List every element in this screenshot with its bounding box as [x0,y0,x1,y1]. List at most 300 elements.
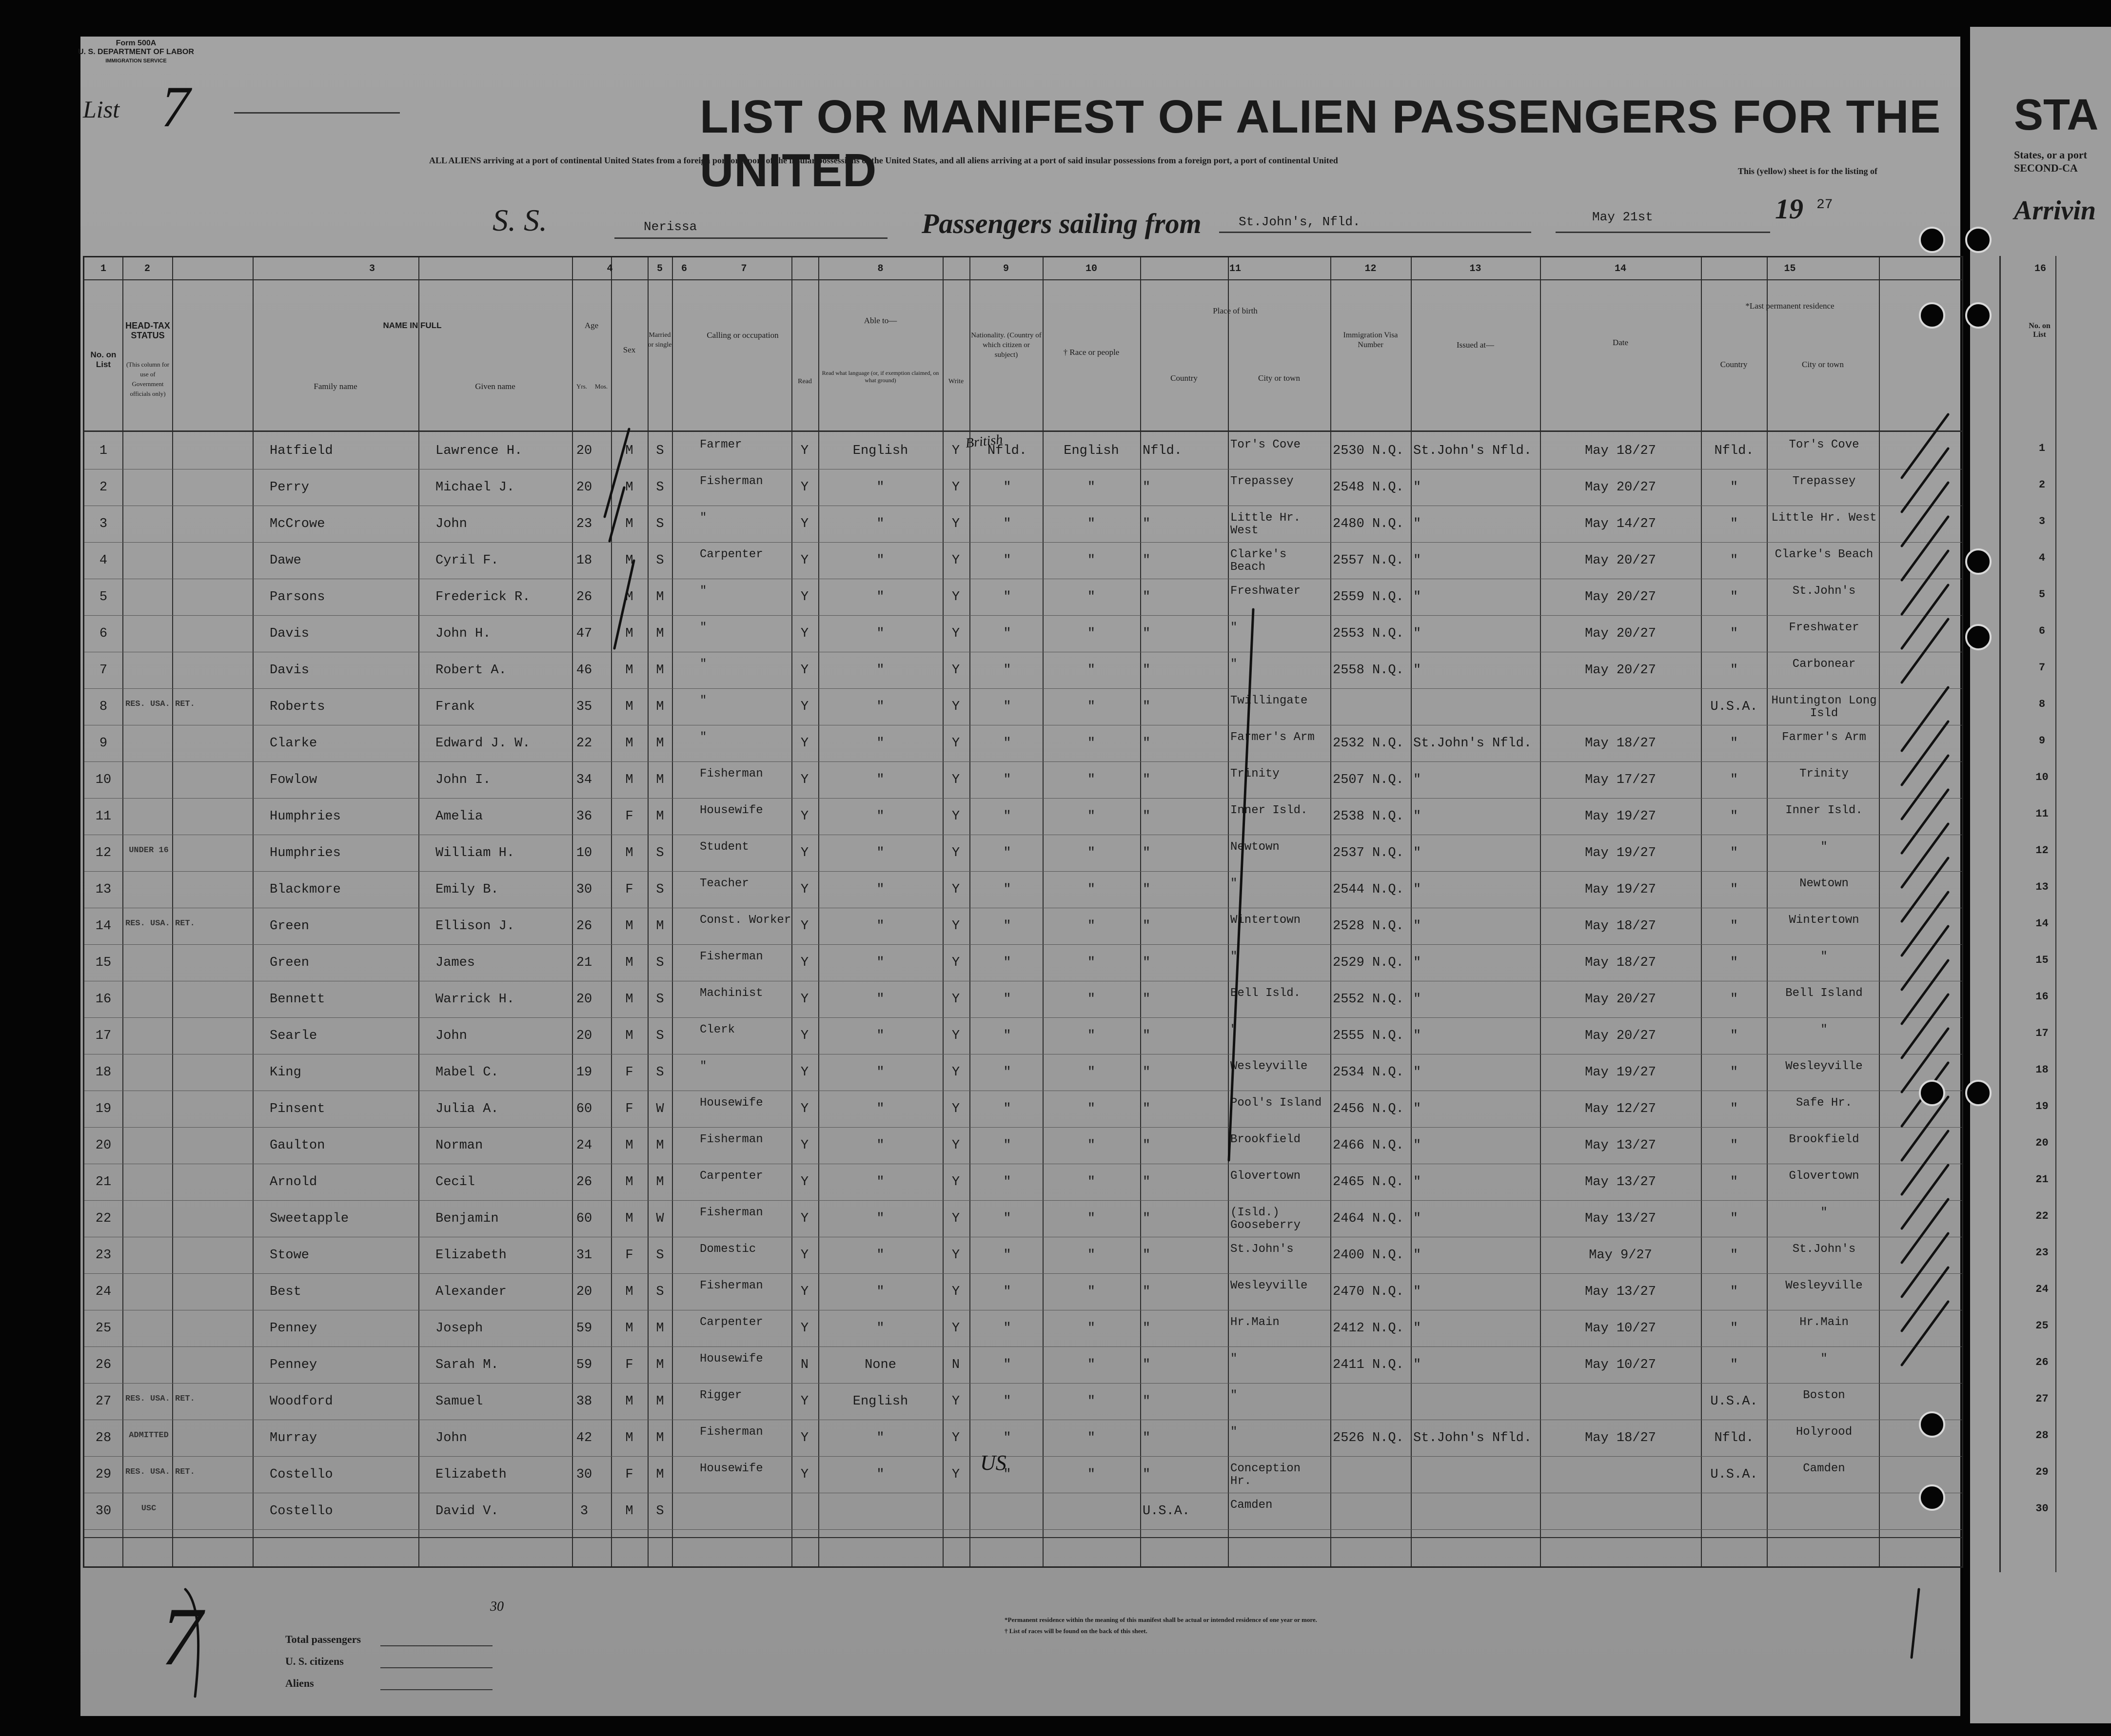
cell-family: Bennett [270,992,325,1007]
cell-sex: F [625,882,633,897]
cell-read: Y [800,773,809,787]
punch-hole [1919,302,1945,329]
cell-sex: F [625,1467,633,1482]
cell-race: " [1087,626,1096,641]
col-number-13: 13 [1469,263,1481,274]
cell-sex: F [625,1248,633,1263]
cell-given: Elizabeth [435,1467,507,1482]
cell-no: 15 [95,956,112,970]
cell-visa: 2456 N.Q. [1333,1102,1404,1116]
cell-given: Samuel [435,1394,483,1409]
cell-city: " [1230,658,1238,671]
cell-res-city: Safe Hr. [1795,1096,1853,1110]
cell-res-country: " [1730,1029,1738,1043]
cell-sex: M [625,480,633,495]
right-sheet-column-line [2055,256,2056,1572]
cell-date: May 20/27 [1585,480,1656,495]
cell-res-city: Trepassey [1792,475,1856,488]
header-calling: Calling or occupation [707,331,779,340]
cell-country: " [1143,1321,1151,1336]
cell-no: 4 [99,553,108,568]
cell-lang: " [876,773,885,787]
footer-line-3 [380,1689,493,1690]
cell-lang: " [876,919,885,934]
cell-family: Perry [270,480,310,495]
cell-res-city: Boston [1803,1389,1845,1402]
cell-race: " [1087,700,1096,714]
footer-total-passengers: Total passengers [285,1633,361,1645]
cell-no: 21 [95,1175,112,1190]
cell-ms: M [656,919,664,934]
cell-no: 14 [95,919,112,934]
cell-date: May 20/27 [1585,1029,1656,1043]
cell-occ: Housewife [700,1352,763,1365]
cell-nat: " [1003,773,1011,787]
cell-occ: Fisherman [700,767,763,780]
cell-res-country: " [1730,1285,1738,1299]
cell-sex: M [625,553,633,568]
cell-res-country: " [1730,882,1738,897]
cell-nat: " [1003,882,1011,897]
cell-read: Y [800,919,809,934]
right-sheet-row-number: 20 [2035,1137,2049,1149]
cell-write: Y [951,1029,960,1043]
cell-occ: Carpenter [700,1316,763,1329]
cell-nat: " [1003,1138,1011,1153]
cell-visa: 2532 N.Q. [1333,736,1404,751]
cell-sex: M [625,1175,633,1190]
cell-city: (Isld.) Gooseberry [1230,1206,1301,1232]
cell-visa: 2559 N.Q. [1333,590,1404,605]
cell-given: Edward J. W. [435,736,531,751]
cell-race: " [1087,1394,1096,1409]
right-sheet-row-number: 3 [2038,515,2046,527]
cell-yrs: 35 [576,700,592,714]
cell-occ: " [700,1060,707,1073]
cell-lang: " [876,809,885,824]
cell-race: " [1087,1431,1096,1445]
footer-us-citizens: U. S. citizens [285,1655,344,1667]
cell-yrs: 42 [576,1431,592,1445]
cell-read: Y [800,480,809,495]
right-sheet-border [1999,256,2001,1572]
cell-family: Davis [270,626,310,641]
col-number-4: 4 [607,263,613,274]
subtitle-line-2: This (yellow) sheet is for the listing of [1737,166,1877,176]
cell-read: Y [800,700,809,714]
cell-issued: " [1413,882,1421,897]
cell-no: 17 [95,1029,112,1043]
cell-yrs: 20 [576,1285,592,1299]
cell-country: " [1143,992,1151,1007]
cell-family: Pinsent [270,1102,325,1116]
cell-write: Y [951,919,960,934]
cell-res-city: Inner Isld. [1785,804,1863,817]
cell-ms: S [656,992,664,1007]
cell-yrs: 10 [576,846,592,860]
cell-ms: M [656,590,664,605]
header-sex: Sex [623,345,636,354]
right-sheet-row-number: 7 [2038,662,2046,674]
cell-family: King [270,1065,301,1080]
cell-nat: " [1003,517,1011,531]
cell-occ: Teacher [700,877,749,890]
cell-no: 3 [99,517,108,531]
cell-yrs: 3 [580,1504,589,1519]
cell-write: Y [951,1138,960,1153]
form-service: IMMIGRATION SERVICE [105,58,167,64]
cell-given: Robert A. [435,663,507,678]
cell-family: Blackmore [270,882,341,897]
header-name-in-full: NAME IN FULL [383,321,442,330]
cell-city: Bell Isld. [1230,987,1301,1000]
punch-hole [1965,227,1992,253]
cell-read: Y [800,1065,809,1080]
cell-ms: M [656,809,664,824]
cell-visa: 2411 N.Q. [1333,1358,1404,1372]
cell-write: Y [951,553,960,568]
cell-family: McCrowe [270,517,325,531]
cell-nat: " [1003,992,1011,1007]
cell-date: May 18/27 [1585,736,1656,751]
cell-nat: " [1003,590,1011,605]
cell-given: Emily B. [435,882,499,897]
handwritten-usc-note: US [980,1451,1006,1475]
cell-family: Arnold [270,1175,317,1190]
cell-given: Cecil [435,1175,475,1190]
cell-no: 10 [95,773,112,787]
cell-visa: 2470 N.Q. [1333,1285,1404,1299]
cell-no: 8 [99,700,108,714]
cell-given: Warrick H. [435,992,515,1007]
cell-race: " [1087,1285,1096,1299]
cell-yrs: 22 [576,736,592,751]
cell-race: " [1087,809,1096,824]
cell-sex: F [625,809,633,824]
cell-race: " [1087,1211,1096,1226]
header-nationality: Nationality. (Country of which citizen or subject) [971,332,1042,359]
cell-occ: Fisherman [700,1425,763,1439]
cell-issued: " [1413,1248,1421,1263]
header-yrs: Yrs. [576,383,588,390]
cell-lang: " [876,992,885,1007]
cell-lang: " [876,700,885,714]
cell-res-country: " [1730,517,1738,531]
cell-family: Penney [270,1358,317,1372]
cell-issued: " [1413,626,1421,641]
cell-res-country: " [1730,1321,1738,1336]
cell-lang: " [876,663,885,678]
cell-visa: 2400 N.Q. [1333,1248,1404,1263]
cell-issued: " [1413,1102,1421,1116]
cell-given: Cyril F. [435,553,499,568]
cell-occ: Fisherman [700,475,763,488]
cell-visa: 2537 N.Q. [1333,846,1404,860]
cell-race: English [1064,444,1119,458]
cell-visa: 2480 N.Q. [1333,517,1404,531]
right-sheet-row-number: 16 [2035,991,2049,1003]
cell-occ: Machinist [700,987,763,1000]
cell-race: " [1087,1358,1096,1372]
cell-res-city: Freshwater [1789,621,1859,634]
cell-occ: Fisherman [700,1279,763,1292]
punch-hole [1919,1080,1945,1106]
header-write: Write [948,378,964,385]
cell-no: 16 [95,992,112,1007]
cell-sex: M [625,1431,633,1445]
cell-occ: " [700,511,707,525]
cell-occ: " [700,621,707,634]
cell-given: Sarah M. [435,1358,499,1372]
cell-read: Y [800,1394,809,1409]
cell-issued: " [1413,809,1421,824]
cell-read: Y [800,1248,809,1263]
cell-yrs: 59 [576,1321,592,1336]
cell-date: May 10/27 [1585,1358,1656,1372]
cell-date: May 18/27 [1585,919,1656,934]
cell-yrs: 18 [576,553,592,568]
header-married: Married or single [648,332,672,349]
cell-date: May 20/27 [1585,626,1656,641]
cell-lang: " [876,882,885,897]
cell-city: Trepassey [1230,475,1294,488]
cell-city: " [1230,877,1238,890]
cell-res-country: " [1730,773,1738,787]
cell-read: Y [800,809,809,824]
cell-occ: Housewife [700,1462,763,1475]
cell-no: 13 [95,882,112,897]
punch-hole [1919,1411,1945,1438]
footer-note-2: † List of races will be found on the back of this sheet. [1005,1627,1147,1635]
cell-country: " [1143,700,1151,714]
cell-ms: S [656,1285,664,1299]
cell-res-city: Clarke's Beach [1775,548,1874,561]
cell-date: May 14/27 [1585,517,1656,531]
cell-issued: " [1413,1211,1421,1226]
cell-given: James [435,956,475,970]
cell-yrs: 20 [576,992,592,1007]
cell-family: Searle [270,1029,317,1043]
cell-res-country: " [1730,553,1738,568]
cell-race: " [1087,1321,1096,1336]
cell-yrs: 59 [576,1358,592,1372]
cell-issued: " [1413,1138,1421,1153]
col-number-5: 5 [656,263,663,274]
cell-date: May 18/27 [1585,444,1656,458]
cell-ms: M [656,736,664,751]
cell-visa: 2552 N.Q. [1333,992,1404,1007]
cell-given: Frank [435,700,475,714]
cell-visa: 2544 N.Q. [1333,882,1404,897]
cell-ms: M [656,1175,664,1190]
cell-issued: " [1413,517,1421,531]
cell-write: Y [951,846,960,860]
cell-issued: " [1413,846,1421,860]
cell-sex: M [625,1394,633,1409]
cell-given: Alexander [435,1285,507,1299]
cell-date: May 18/27 [1585,1431,1656,1445]
cell-res-city: Huntington Long Isld [1771,694,1877,720]
right-sheet-row-number: 13 [2035,881,2049,893]
cell-issued: " [1413,773,1421,787]
right-sheet-row-number: 5 [2038,588,2046,601]
cell-ms: M [656,1467,664,1482]
cell-ms: S [656,553,664,568]
header-race: † Race or people [1063,348,1120,357]
cell-race: " [1087,1248,1096,1263]
cell-city: " [1230,950,1238,963]
cell-occ: Domestic [700,1243,756,1256]
right-sheet-line-2: SECOND-CA [2014,162,2078,174]
cell-res-country: Nfld. [1714,1431,1754,1445]
cell-race: " [1087,1467,1096,1482]
cell-tax: USC [141,1504,157,1513]
header-visa-number: Immigration Visa Number [1343,331,1398,349]
cell-res-country: U.S.A. [1710,1467,1758,1482]
col-number-1: 1 [100,263,106,274]
cell-given: Joseph [435,1321,483,1336]
cell-visa: 2530 N.Q. [1333,444,1404,458]
col-number-3: 3 [369,263,375,274]
cell-no: 25 [95,1321,112,1336]
cell-family: Green [270,919,310,934]
cell-city: Tor's Cove [1230,438,1301,451]
cell-country: " [1143,1175,1151,1190]
cell-ms: S [656,444,664,458]
cell-sex: M [625,992,633,1007]
handwritten-list-number: 7 [161,1591,202,1682]
cell-write: Y [951,480,960,495]
cell-race: " [1087,1065,1096,1080]
right-sheet-row-number: 22 [2035,1210,2049,1222]
header-read: Read [798,378,812,385]
right-sheet-row-number: 19 [2035,1100,2049,1112]
cell-nat: " [1003,626,1011,641]
cell-race: " [1087,992,1096,1007]
cell-lang: " [876,517,885,531]
cell-city: Little Hr. West [1230,511,1301,537]
cell-country: " [1143,809,1151,824]
cell-issued: " [1413,1285,1421,1299]
cell-family: Costello [270,1467,333,1482]
cell-race: " [1087,1175,1096,1190]
right-sheet-row-number: 1 [2038,442,2046,454]
cell-lang: " [876,846,885,860]
cell-issued: " [1413,1175,1421,1190]
cell-lang: " [876,1467,885,1482]
right-sheet-col-number: 16 [2034,263,2047,274]
cell-country: " [1143,956,1151,970]
header-age: Age [584,321,599,330]
cell-yrs: 26 [576,1175,592,1190]
cell-given: William H. [435,846,515,860]
cell-country: " [1143,1467,1151,1482]
cell-write: Y [951,1321,960,1336]
cell-issued: " [1413,1065,1421,1080]
cell-family: Woodford [270,1394,333,1409]
cell-sex: M [625,517,633,531]
cell-yrs: 36 [576,809,592,824]
cell-sex: M [625,1285,633,1299]
cell-issued: St.John's Nfld. [1413,1431,1532,1445]
cell-lang: " [876,480,885,495]
cell-tax: RES. USA. RET. [125,919,195,928]
cell-occ: Const. Worker [700,914,791,927]
list-label: List [83,96,120,123]
cell-issued: " [1413,1029,1421,1043]
cell-occ: Carpenter [700,548,763,561]
cell-res-country: " [1730,590,1738,605]
cell-ms: M [656,626,664,641]
right-sheet-row-number: 6 [2038,625,2046,637]
right-sheet-row-number: 29 [2035,1466,2049,1478]
cell-date: May 18/27 [1585,956,1656,970]
cell-given: Benjamin [435,1211,499,1226]
cell-visa: 2466 N.Q. [1333,1138,1404,1153]
cell-ms: S [656,1029,664,1043]
cell-city: Freshwater [1230,585,1301,598]
cell-city: " [1230,1425,1238,1439]
cell-date: May 13/27 [1585,1211,1656,1226]
cell-ms: M [656,1358,664,1372]
cell-write: Y [951,626,960,641]
cell-given: David V. [435,1504,499,1519]
cell-no: 9 [99,736,108,751]
col-number-2: 2 [144,263,150,274]
right-sheet-row-number: 10 [2035,771,2049,783]
cell-res-city: " [1820,840,1828,854]
cell-write: Y [951,663,960,678]
cell-ms: W [656,1102,664,1116]
cell-res-city: " [1820,1352,1828,1365]
cell-country: " [1143,919,1151,934]
cell-ms: M [656,1138,664,1153]
cell-read: N [800,1358,809,1372]
cell-res-city: Glovertown [1789,1170,1859,1183]
cell-res-city: Farmer's Arm [1782,731,1866,744]
right-sheet-row-number: 9 [2038,735,2046,747]
col-number-11: 11 [1229,263,1241,274]
cell-read: Y [800,846,809,860]
cell-yrs: 60 [576,1102,592,1116]
cell-family: Costello [270,1504,333,1519]
cell-country: " [1143,1358,1151,1372]
cell-yrs: 30 [576,882,592,897]
cell-city: Wesleyville [1230,1060,1308,1073]
col-number-15: 15 [1784,263,1796,274]
cell-lang: English [852,444,908,458]
cell-given: Mabel C. [435,1065,499,1080]
cell-date: May 10/27 [1585,1321,1656,1336]
cell-occ: " [700,585,707,598]
cell-no: 22 [95,1211,112,1226]
cell-country: " [1143,846,1151,860]
cell-visa: 2528 N.Q. [1333,919,1404,934]
cell-res-city: Little Hr. West [1771,511,1877,525]
cell-res-city: Camden [1803,1462,1845,1475]
cell-no: 27 [95,1394,112,1409]
sailing-year-prefix: 19 [1775,193,1803,225]
right-sheet-row-number: 23 [2035,1247,2049,1259]
cell-tax: UNDER 16 [129,846,169,855]
cell-ms: S [656,846,664,860]
cell-occ: Housewife [700,1096,763,1110]
header-able-to: Able to— [864,316,897,325]
header-head-tax-note: (This column for use of Government officials only) [126,361,170,397]
cell-read: Y [800,956,809,970]
right-sheet-row-number: 17 [2035,1027,2049,1039]
cell-tax: RES. USA. RET. [125,1394,195,1404]
